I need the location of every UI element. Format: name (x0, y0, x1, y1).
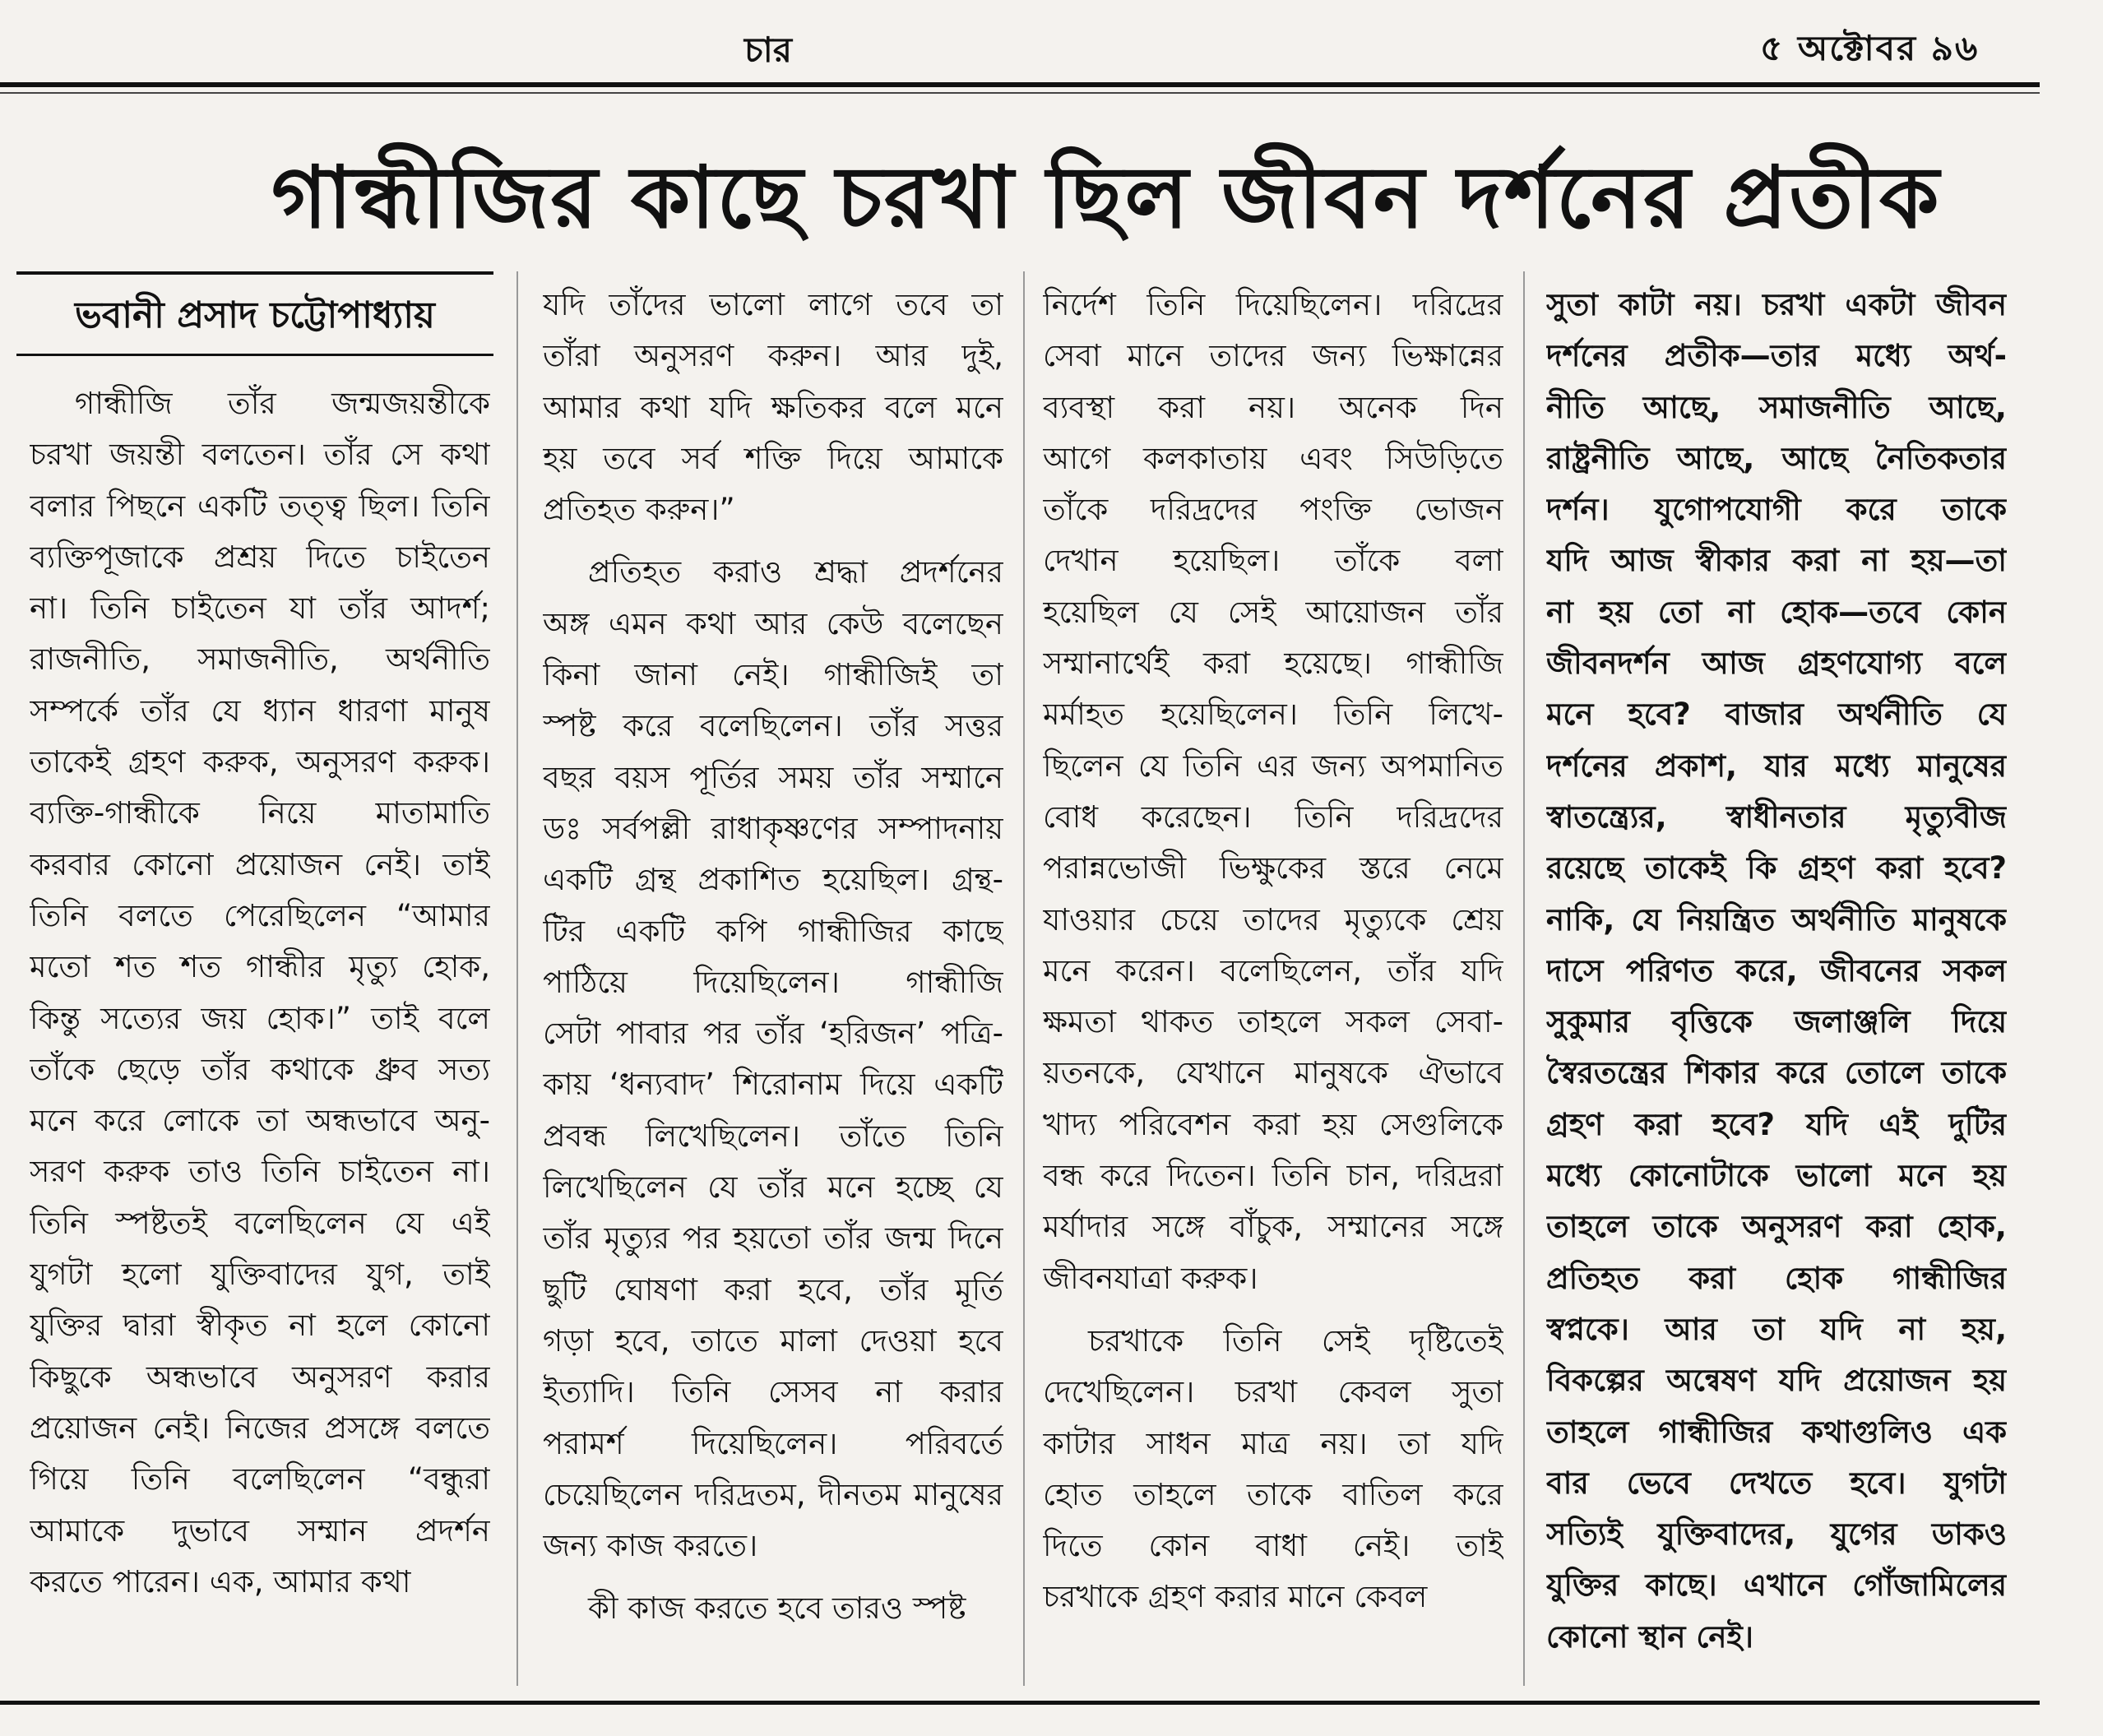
text-line: প্রতিহত করাও শ্রদ্ধা প্রদর্শনের (588, 554, 1003, 590)
text-line: কিন্তু সত্যের জয় হোক।” তাই বলে (30, 1000, 490, 1036)
text-line: রাজনীতি, সমাজনীতি, অর্থনীতি (30, 641, 490, 678)
text-line: তাঁর মৃত্যুর পর হয়তো তাঁর জন্ম দিনে (543, 1220, 1003, 1257)
byline-rule-top (16, 271, 493, 275)
text-line: বলার পিছনে একটি তত্ত্ব ছিল। তিনি (30, 488, 490, 524)
text-line: গান্ধীজি তাঁর জন্মজয়ন্তীকে (75, 386, 490, 421)
text-line: সেবা মানে তাদের জন্য ভিক্ষান্নের (1043, 338, 1503, 374)
text-line: সত্যিই যুক্তিবাদের, যুগের ডাকও (1546, 1516, 2007, 1553)
text-line: নাকি, যে নিয়ন্ত্রিত অর্থনীতি মানুষকে (1546, 901, 2007, 937)
text-line: কিছুকে অন্ধভাবে অনুসরণ করার (30, 1359, 490, 1395)
text-line: আমার কথা যদি ক্ষতিকর বলে মনে (543, 389, 1003, 425)
text-line: মতো শত শত গান্ধীর মৃত্যু হোক, (30, 949, 490, 985)
text-line: ডঃ সর্বপল্লী রাধাকৃষ্ণণের সম্পাদনায় (543, 810, 1003, 846)
text-line: দর্শনের প্রতীক—তার মধ্যে অর্থ- (1546, 338, 2007, 374)
article-column-2 (543, 280, 1003, 1635)
text-line: বিকল্পের অন্বেষণ যদি প্রয়োজন হয় (1546, 1363, 2007, 1399)
text-line: প্রতিহত করুন।” (543, 492, 735, 528)
text-line: ছুটি ঘোষণা করা হবে, তাঁর মূর্তি (543, 1271, 1003, 1308)
text-line: লিখেছিলেন যে তাঁর মনে হচ্ছে যে (543, 1169, 1003, 1206)
text-line: কোনো স্থান নেই। (1546, 1618, 1753, 1655)
article-column-3 (1043, 280, 1503, 1623)
text-line: চরখা জয়ন্তী বলতেন। তাঁর সে কথা (30, 437, 490, 473)
text-line: যাওয়ার চেয়ে তাদের মৃত্যুকে শ্রেয় (1043, 901, 1503, 937)
text-line: স্পষ্ট করে বলেছিলেন। তাঁর সত্তর (543, 708, 1003, 744)
text-line: তাঁকে ছেড়ে তাঁর কথাকে ধ্রুব সত্য (30, 1051, 490, 1087)
text-line: মনে করে লোকে তা অন্ধভাবে অনু- (30, 1103, 490, 1139)
text-line: রয়েছে তাকেই কি গ্রহণ করা হবে? (1546, 850, 2007, 887)
text-line: করতে পারেন। এক, আমার কথা (30, 1563, 411, 1599)
text-line: পরামর্শ দিয়েছিলেন। পরিবর্তে (543, 1425, 1003, 1461)
issue-date: ৫ অক্টোবর ৯৬ (1760, 28, 1980, 68)
text-line: চেয়েছিলেন দরিদ্রতম, দীনতম মানুষের (543, 1476, 1003, 1512)
text-line: না। তিনি চাইতেন যা তাঁর আদর্শ; (30, 590, 490, 627)
text-line: স্বপ্নকে। আর তা যদি না হয়, (1546, 1311, 2007, 1347)
text-line: জীবনযাত্রা করুক। (1043, 1260, 1258, 1296)
text-line: স্বৈরতন্ত্রের শিকার করে তোলে তাকে (1546, 1055, 2007, 1091)
top-rule-thin (0, 92, 2040, 94)
column-divider (1023, 271, 1025, 1686)
text-line: তাঁকে দরিদ্রদের পংক্তি ভোজন (1043, 492, 1503, 528)
text-line: তিনি বলতে পেরেছিলেন “আমার (30, 897, 490, 933)
text-line: হয়েছিল যে সেই আয়োজন তাঁর (1043, 594, 1503, 630)
text-line: হোত তাহলে তাকে বাতিল করে (1043, 1476, 1503, 1512)
text-line: কিনা জানা নেই। গান্ধীজিই তা (543, 657, 1003, 693)
article-column-4 (1546, 280, 2007, 1663)
text-line: ক্ষমতা থাকত তাহলে সকল সেবা- (1043, 1004, 1503, 1040)
text-line: খাদ্য পরিবেশন করা হয় সেগুলিকে (1043, 1106, 1503, 1142)
text-line: মর্মাহত হয়েছিলেন। তিনি লিখে- (1043, 697, 1503, 733)
text-line: য়তনকে, যেখানে মানুষকে ঐভাবে (1043, 1055, 1503, 1091)
text-line: কায় ‘ধন্যবাদ’ শিরোনাম দিয়ে একটি (543, 1067, 1003, 1103)
text-line: সম্পর্কে তাঁর যে ধ্যান ধারণা মানুষ (30, 692, 490, 729)
text-line: বার ভেবে দেখতে হবে। যুগটা (1546, 1465, 2007, 1501)
text-line: দাসে পরিণত করে, জীবনের সকল (1546, 952, 2007, 988)
bottom-rule (0, 1701, 2040, 1705)
text-line: সুতা কাটা নয়। চরখা একটা জীবন (1546, 287, 2007, 322)
text-line: ব্যবস্থা করা নয়। অনেক দিন (1043, 389, 1503, 425)
text-line: হয় তবে সর্ব শক্তি দিয়ে আমাকে (543, 440, 1003, 476)
text-line: স্বাতন্ত্র্যের, স্বাধীনতার মৃত্যুবীজ (1546, 799, 2007, 835)
text-line: নির্দেশ তিনি দিয়েছিলেন। দরিদ্রের (1043, 287, 1503, 322)
text-line: ব্যক্তি-গান্ধীকে নিয়ে মাতামাতি (30, 795, 490, 831)
text-line: আগে কলকাতায় এবং সিউড়িতে (1043, 440, 1503, 476)
text-line: তাঁরা অনুসরণ করুন। আর দুই, (543, 338, 1003, 374)
text-line: কাটার সাধন মাত্র নয়। তা যদি (1043, 1425, 1503, 1461)
text-line: সরণ করুক তাও তিনি চাইতেন না। (30, 1154, 490, 1190)
text-line: চরখাকে গ্রহণ করার মানে কেবল (1043, 1579, 1428, 1615)
text-line: চরখাকে তিনি সেই দৃষ্টিতেই (1088, 1322, 1503, 1359)
text-line: সম্মানার্থেই করা হয়েছে। গান্ধীজি (1043, 646, 1503, 682)
text-line: যদি আজ স্বীকার করা না হয়—তা (1546, 543, 2007, 579)
text-line: তাহলে গান্ধীজির কথাগুলিও এক (1546, 1414, 2007, 1450)
text-line: যুগটা হলো যুক্তিবাদের যুগ, তাই (30, 1257, 490, 1293)
byline-rule-bottom (16, 354, 493, 356)
text-line: পরান্নভোজী ভিক্ষুকের স্তরে নেমে (1043, 850, 1503, 887)
text-line: যুক্তির কাছে। এখানে গোঁজামিলের (1546, 1567, 2007, 1604)
text-line: তিনি স্পষ্টতই বলেছিলেন যে এই (30, 1205, 490, 1241)
text-line: দেখেছিলেন। চরখা কেবল সুতা (1043, 1374, 1503, 1410)
text-line: দর্শনের প্রকাশ, যার মধ্যে মানুষের (1546, 748, 2007, 784)
text-line: অঙ্গ এমন কথা আর কেউ বলেছেন (543, 605, 1003, 641)
text-line: যদি তাঁদের ভালো লাগে তবে তা (543, 287, 1003, 322)
article-column-1 (30, 378, 490, 1608)
text-line: আমাকে দুভাবে সম্মান প্রদর্শন (30, 1512, 490, 1549)
text-line: সেটা পাবার পর তাঁর ‘হরিজন’ পত্রি- (543, 1016, 1003, 1052)
text-line: বন্ধ করে দিতেন। তিনি চান, দরিদ্ররা (1043, 1158, 1503, 1194)
text-line: প্রতিহত করা হোক গান্ধীজির (1546, 1260, 2007, 1296)
text-line: সুকুমার বৃত্তিকে জলাঞ্জলি দিয়ে (1546, 1004, 2007, 1040)
headline: গান্ধীজির কাছে চরখা ছিল জীবন দর্শনের প্রতীক (271, 147, 1941, 248)
text-line: রাষ্ট্রনীতি আছে, আছে নৈতিকতার (1546, 440, 2007, 476)
text-line: বছর বয়স পূর্তির সময় তাঁর সম্মানে (543, 759, 1003, 795)
text-line: ছিলেন যে তিনি এর জন্য অপমানিত (1043, 748, 1503, 784)
text-line: গ্রহণ করা হবে? যদি এই দুটির (1546, 1106, 2007, 1142)
text-line: করবার কোনো প্রয়োজন নেই। তাই (30, 846, 490, 882)
text-line: গড়া হবে, তাতে মালা দেওয়া হবে (543, 1322, 1003, 1359)
text-line: ইত্যাদি। তিনি সেসব না করার (543, 1374, 1003, 1410)
column-divider (1523, 271, 1525, 1686)
text-line: প্রবন্ধ লিখেছিলেন। তাঁতে তিনি (543, 1118, 1003, 1154)
text-line: দিতে কোন বাধা নেই। তাই (1043, 1528, 1503, 1564)
column-divider (516, 271, 518, 1686)
text-line: মধ্যে কোনোটাকে ভালো মনে হয় (1546, 1158, 2007, 1194)
text-line: বোধ করেছেন। তিনি দরিদ্রদের (1043, 799, 1503, 835)
text-line: তাকেই গ্রহণ করুক, অনুসরণ করুক। (30, 744, 490, 780)
byline: ভবানী প্রসাদ চট্টোপাধ্যায় (75, 294, 435, 336)
text-line: একটি গ্রন্থ প্রকাশিত হয়েছিল। গ্রন্থ- (543, 862, 1003, 898)
top-rule (0, 82, 2040, 87)
text-line: জন্য কাজ করতে। (543, 1528, 758, 1564)
text-line: গিয়ে তিনি বলেছিলেন “বন্ধুরা (30, 1461, 490, 1498)
text-line: মর্যাদার সঙ্গে বাঁচুক, সম্মানের সঙ্গে (1043, 1209, 1503, 1245)
text-line: নীতি আছে, সমাজনীতি আছে, (1546, 389, 2007, 425)
text-line: যুক্তির দ্বারা স্বীকৃত না হলে কোনো (30, 1308, 490, 1344)
text-line: প্রয়োজন নেই। নিজের প্রসঙ্গে বলতে (30, 1410, 490, 1446)
text-line: দেখান হয়েছিল। তাঁকে বলা (1043, 543, 1503, 579)
page-number: চার (744, 30, 792, 70)
text-line: মনে করেন। বলেছিলেন, তাঁর যদি (1043, 952, 1503, 988)
text-line: ব্যক্তিপূজাকে প্রশ্রয় দিতে চাইতেন (30, 539, 490, 575)
text-line: পাঠিয়ে দিয়েছিলেন। গান্ধীজি (543, 964, 1003, 1000)
text-line: তাহলে তাকে অনুসরণ করা হোক, (1546, 1209, 2007, 1245)
text-line: দর্শন। যুগোপযোগী করে তাকে (1546, 492, 2007, 528)
text-line: কী কাজ করতে হবে তারও স্পষ্ট (588, 1590, 966, 1627)
text-line: টির একটি কপি গান্ধীজির কাছে (543, 913, 1003, 949)
text-line: জীবনদর্শন আজ গ্রহণযোগ্য বলে (1546, 646, 2007, 682)
text-line: না হয় তো না হোক—তবে কোন (1546, 594, 2007, 630)
text-line: মনে হবে? বাজার অর্থনীতি যে (1546, 697, 2007, 733)
